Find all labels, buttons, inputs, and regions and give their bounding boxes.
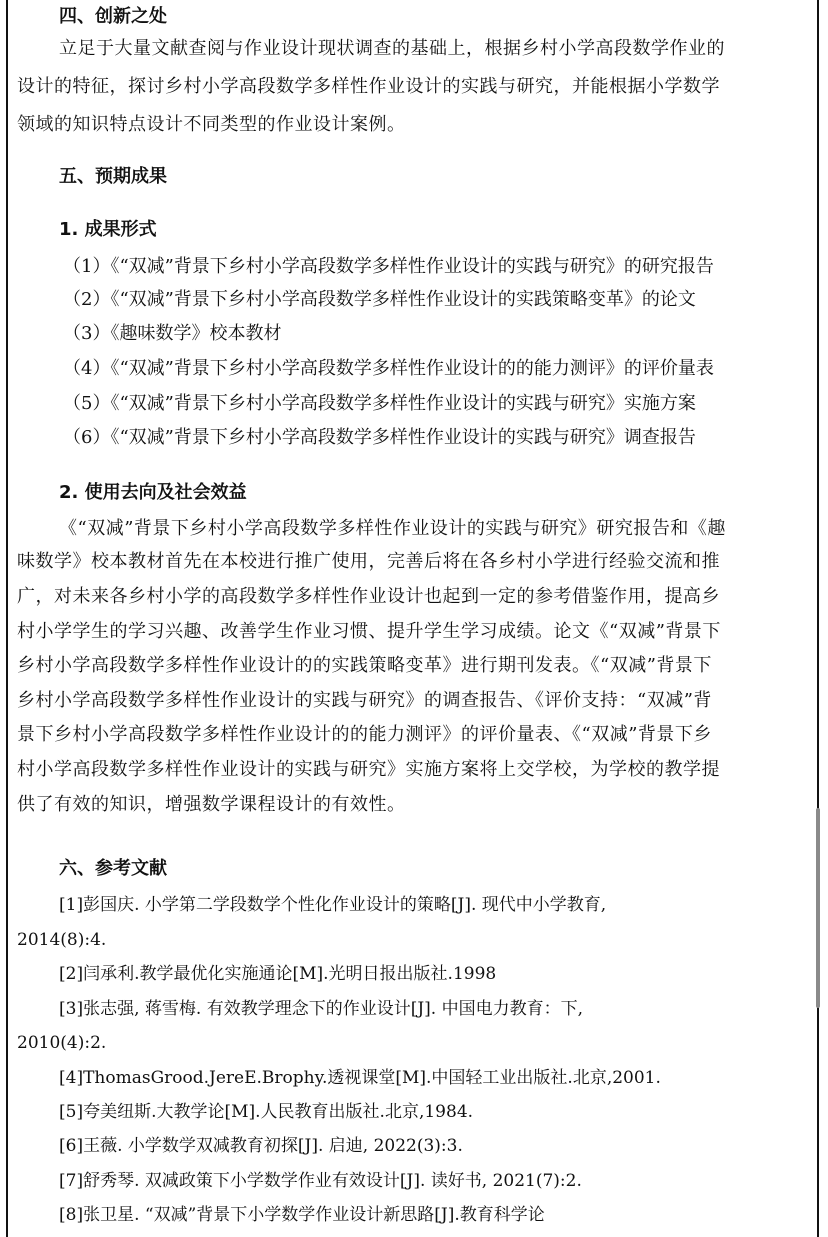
reference-1-continued: 2014(8):4. [17, 930, 107, 950]
section-5-heading: 五、预期成果 [59, 166, 167, 187]
reference-4: [4]ThomasGrood.JereE.Brophy.透视课堂[M].中国轻工业出版社.北京,2001. [59, 1068, 661, 1088]
result-item-2: （2）《“双减”背景下乡村小学高段数学多样性作业设计的实践策略变革》的论文 [63, 289, 696, 310]
benefit-line-6: 乡村小学高段数学多样性作业设计的实践与研究》的调查报告、《评价支持：“双减”背 [17, 690, 712, 711]
benefit-line-3: 广，对未来各乡村小学的高段数学多样性作业设计也起到一定的参考借鉴作用，提高乡 [17, 586, 720, 607]
benefit-line-7: 景下乡村小学高段数学多样性作业设计的的能力测评》的评价量表、《“双减”背景下乡 [17, 724, 712, 745]
benefit-line-5: 乡村小学高段数学多样性作业设计的的实践策略变革》进行期刊发表。《“双减”背景下 [17, 655, 712, 676]
reference-3-continued: 2010(4):2. [17, 1033, 107, 1053]
section-5-sub-2-heading: 2. 使用去向及社会效益 [59, 482, 247, 503]
result-item-5: （5）《“双减”背景下乡村小学高段数学多样性作业设计的实践与研究》实施方案 [63, 393, 696, 414]
reference-2: [2]闫承利.教学最优化实施通论[M].光明日报出版社.1998 [59, 964, 497, 984]
scrollbar-thumb[interactable] [816, 808, 820, 1008]
benefit-line-9: 供了有效的知识，增强数学课程设计的有效性。 [17, 794, 406, 815]
reference-5: [5]夸美纽斯.大教学论[M].人民教育出版社.北京,1984. [59, 1102, 474, 1122]
result-item-3: （3）《趣味数学》校本教材 [63, 323, 282, 344]
result-item-1: （1）《“双减”背景下乡村小学高段数学多样性作业设计的实践与研究》的研究报告 [63, 256, 714, 277]
section-4-line-1: 立足于大量文献查阅与作业设计现状调查的基础上，根据乡村小学高段数学作业的 [59, 38, 725, 59]
benefit-line-8: 村小学高段数学多样性作业设计的实践与研究》实施方案将上交学校，为学校的教学提 [17, 759, 720, 780]
reference-6: [6]王薇. 小学数学双减教育初探[J]. 启迪, 2022(3):3. [59, 1136, 463, 1156]
result-item-6: （6）《“双减”背景下乡村小学高段数学多样性作业设计的实践与研究》调查报告 [63, 427, 696, 448]
benefit-line-1: 《“双减”背景下乡村小学高段数学多样性作业设计的实践与研究》研究报告和《趣 [59, 518, 726, 539]
section-5-sub-1-heading: 1. 成果形式 [59, 219, 157, 240]
reference-1: [1]彭国庆. 小学第二学段数学个性化作业设计的策略[J]. 现代中小学教育, [59, 895, 607, 915]
section-4-line-2: 设计的特征，探讨乡村小学高段数学多样性作业设计的实践与研究，并能根据小学数学 [17, 76, 720, 97]
reference-8: [8]张卫星. “双减”背景下小学数学作业设计新思路[J].教育科学论 [59, 1205, 545, 1225]
reference-3: [3]张志强, 蒋雪梅. 有效教学理念下的作业设计[J]. 中国电力教育：下, [59, 999, 583, 1019]
reference-7: [7]舒秀琴. 双减政策下小学数学作业有效设计[J]. 读好书, 2021(7):2. [59, 1171, 582, 1191]
section-6-heading: 六、参考文献 [59, 858, 167, 879]
section-4-line-3: 领域的知识特点设计不同类型的作业设计案例。 [17, 114, 406, 135]
section-4-heading: 四、创新之处 [59, 6, 167, 27]
benefit-line-2: 味数学》校本教材首先在本校进行推广使用，完善后将在各乡村小学进行经验交流和推 [17, 551, 720, 572]
benefit-line-4: 村小学学生的学习兴趣、改善学生作业习惯、提升学生学习成绩。论文《“双减”背景下 [17, 621, 721, 642]
result-item-4: （4）《“双减”背景下乡村小学高段数学多样性作业设计的的能力测评》的评价量表 [63, 358, 714, 379]
